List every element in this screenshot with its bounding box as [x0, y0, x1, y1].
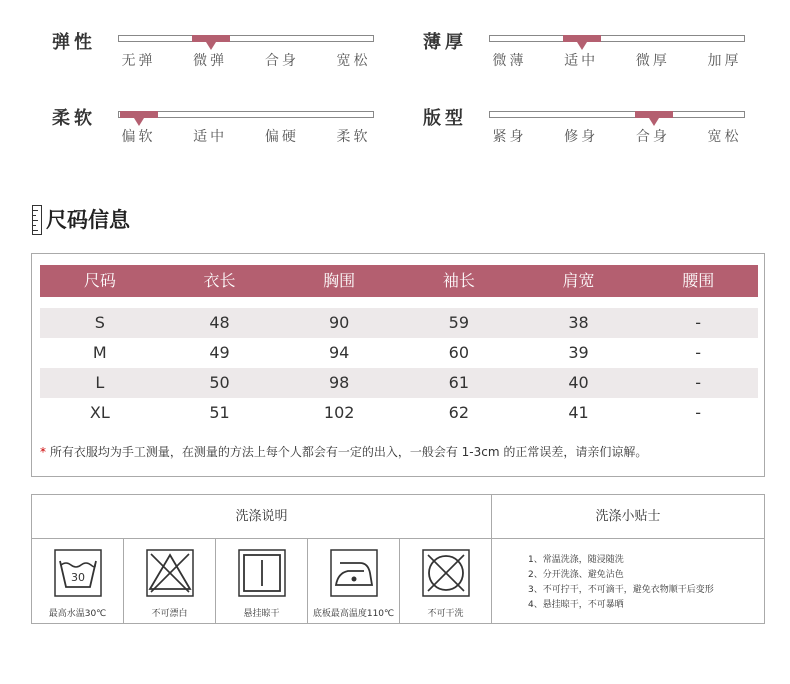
attr-option: 适中	[193, 129, 228, 145]
hang-dry-icon	[238, 549, 286, 597]
attr-indicator	[206, 42, 216, 50]
attr-option: 宽松	[336, 53, 371, 69]
column-header: 尺码	[83, 271, 116, 290]
attr-option: 微厚	[635, 53, 670, 69]
no-bleach-icon	[146, 549, 194, 597]
note-asterisk: *	[40, 445, 46, 459]
table-cell: 39	[568, 343, 589, 362]
tip-item: 1、常温洗涤，随浸随洗	[528, 555, 624, 565]
attr-fill	[635, 111, 673, 118]
table-row	[40, 338, 758, 368]
table-cell: M	[92, 343, 107, 362]
attr-option: 合身	[264, 53, 299, 69]
wash-care-box	[31, 494, 765, 624]
care-item-dryclean	[400, 539, 492, 623]
attr-label: 版型	[423, 108, 467, 129]
attr-label: 薄厚	[423, 32, 467, 53]
attr-track	[489, 111, 745, 118]
tip-item: 2、分开洗涤、避免沾色	[528, 570, 624, 580]
note-text: 所有衣服均为手工测量，在测量的方法上每个人都会有一定的出入，一般会有 1-3cm 的正常误差，请亲们谅解。	[46, 445, 648, 459]
table-cell: L	[95, 373, 105, 392]
attr-elasticity	[52, 28, 382, 88]
table-row	[40, 308, 758, 338]
attr-option: 微弹	[193, 53, 228, 69]
attr-track	[489, 35, 745, 42]
table-cell: S	[94, 313, 105, 332]
wash-30-icon	[54, 549, 102, 597]
care-label: 最高水温30℃	[48, 609, 107, 619]
size-table-box	[31, 253, 765, 477]
size-table-header	[40, 265, 758, 297]
table-row	[40, 398, 758, 428]
care-item-wash	[32, 539, 124, 623]
column-header: 衣长	[203, 271, 236, 290]
size-table	[40, 265, 758, 428]
attr-fill	[120, 111, 158, 118]
ruler-icon	[32, 205, 42, 235]
care-item-dry	[216, 539, 308, 623]
care-label: 底板最高温度110℃	[312, 609, 395, 619]
care-item-iron	[308, 539, 400, 623]
table-cell: 51	[209, 403, 230, 422]
table-cell: 40	[568, 373, 589, 392]
care-label: 悬挂晾干	[243, 609, 280, 619]
attr-option: 适中	[564, 53, 599, 69]
wash-tips-list	[528, 553, 714, 613]
attr-track	[118, 35, 374, 42]
attr-option: 偏硬	[264, 129, 299, 145]
attr-option: 柔软	[336, 129, 371, 145]
attr-option: 微薄	[492, 53, 527, 69]
attr-indicator	[649, 118, 659, 126]
table-cell: 60	[448, 343, 470, 362]
wash-temp: 30	[71, 571, 85, 584]
table-cell: 49	[209, 343, 230, 362]
no-dry-clean-icon	[422, 549, 470, 597]
attr-option: 偏软	[121, 129, 156, 145]
attr-softness	[52, 104, 382, 164]
care-label: 不可漂白	[151, 609, 188, 619]
care-label: 不可干洗	[427, 609, 464, 619]
column-header: 胸围	[323, 271, 356, 290]
attr-label: 柔软	[52, 108, 96, 129]
attr-option: 无弹	[121, 53, 156, 69]
column-header: 腰围	[682, 271, 715, 290]
wash-instructions-header: 洗涤说明	[32, 495, 492, 539]
column-header: 袖长	[442, 271, 475, 290]
attr-option: 合身	[635, 129, 670, 145]
table-cell: -	[695, 313, 702, 332]
table-cell: 48	[209, 313, 230, 332]
table-cell: 90	[329, 313, 350, 332]
table-cell: XL	[89, 403, 110, 422]
table-cell: -	[695, 403, 702, 422]
tip-item: 3、不可拧干，不可滴干，避免衣物顺干后变形	[528, 585, 714, 595]
wash-tips-header: 洗涤小贴士	[492, 495, 764, 539]
attr-label: 弹性	[52, 32, 96, 53]
table-cell: 59	[448, 313, 470, 332]
iron-110-icon	[330, 549, 378, 597]
section-title: 尺码信息	[46, 208, 130, 232]
table-row	[40, 368, 758, 398]
column-header: 肩宽	[562, 271, 595, 290]
attr-indicator	[134, 118, 144, 126]
attr-option: 修身	[564, 129, 599, 145]
table-cell: 50	[209, 373, 230, 392]
care-item-bleach	[124, 539, 216, 623]
table-cell: 102	[323, 403, 355, 422]
attr-fill	[192, 35, 230, 42]
attr-option: 紧身	[492, 129, 527, 145]
attr-indicator	[577, 42, 587, 50]
table-cell: -	[695, 343, 702, 362]
table-cell: 41	[568, 403, 589, 422]
table-cell: 61	[448, 373, 470, 392]
table-cell: 98	[329, 373, 350, 392]
table-cell: 62	[448, 403, 470, 422]
measurement-note	[40, 443, 647, 460]
attr-option: 加厚	[707, 53, 742, 69]
attr-track	[118, 111, 374, 118]
attr-fit	[423, 104, 753, 164]
attr-option: 宽松	[707, 129, 742, 145]
table-cell: 38	[568, 313, 589, 332]
attr-fill	[563, 35, 601, 42]
table-cell: -	[695, 373, 702, 392]
tip-item: 4、悬挂晾干，不可暴晒	[528, 600, 624, 610]
attr-thickness	[423, 28, 753, 88]
table-cell: 94	[329, 343, 350, 362]
